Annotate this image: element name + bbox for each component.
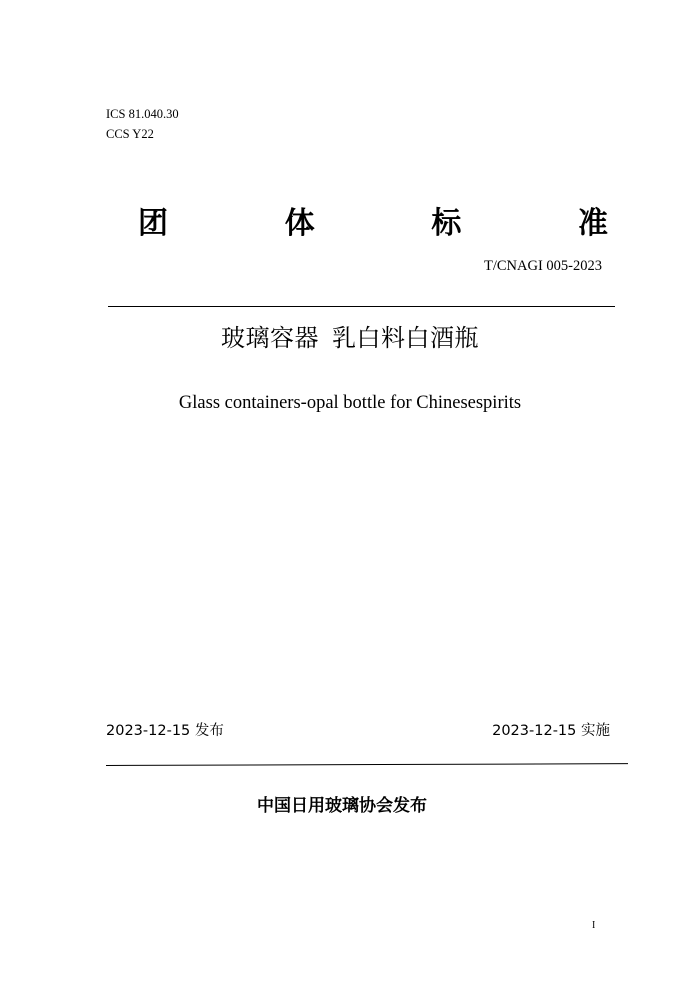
- english-title: Glass containers-opal bottle for Chinesespirits: [178, 393, 522, 413]
- classification-block: [106, 104, 179, 144]
- bottom-divider: [106, 763, 628, 766]
- chinese-title: 玻璃容器 乳白料白酒瓶: [221, 326, 479, 352]
- top-divider: [108, 306, 615, 307]
- standard-number: T/CNAGI 005-2023: [483, 258, 602, 274]
- issue-date: 2023-12-15 发布: [106, 723, 224, 739]
- ccs-code: CCS Y22: [106, 127, 154, 141]
- doc-type-char: 团: [138, 206, 168, 241]
- implementation-date: 2023-12-15 实施: [492, 723, 610, 739]
- ics-code: ICS 81.040.30: [106, 107, 179, 121]
- page-number: I: [592, 920, 596, 931]
- doc-type-char: 准: [577, 206, 608, 241]
- publisher: 中国日用玻璃协会发布: [257, 796, 427, 816]
- doc-type-char: 标: [431, 206, 462, 241]
- doc-type-char: 体: [284, 206, 315, 241]
- document-type-heading: [138, 204, 608, 244]
